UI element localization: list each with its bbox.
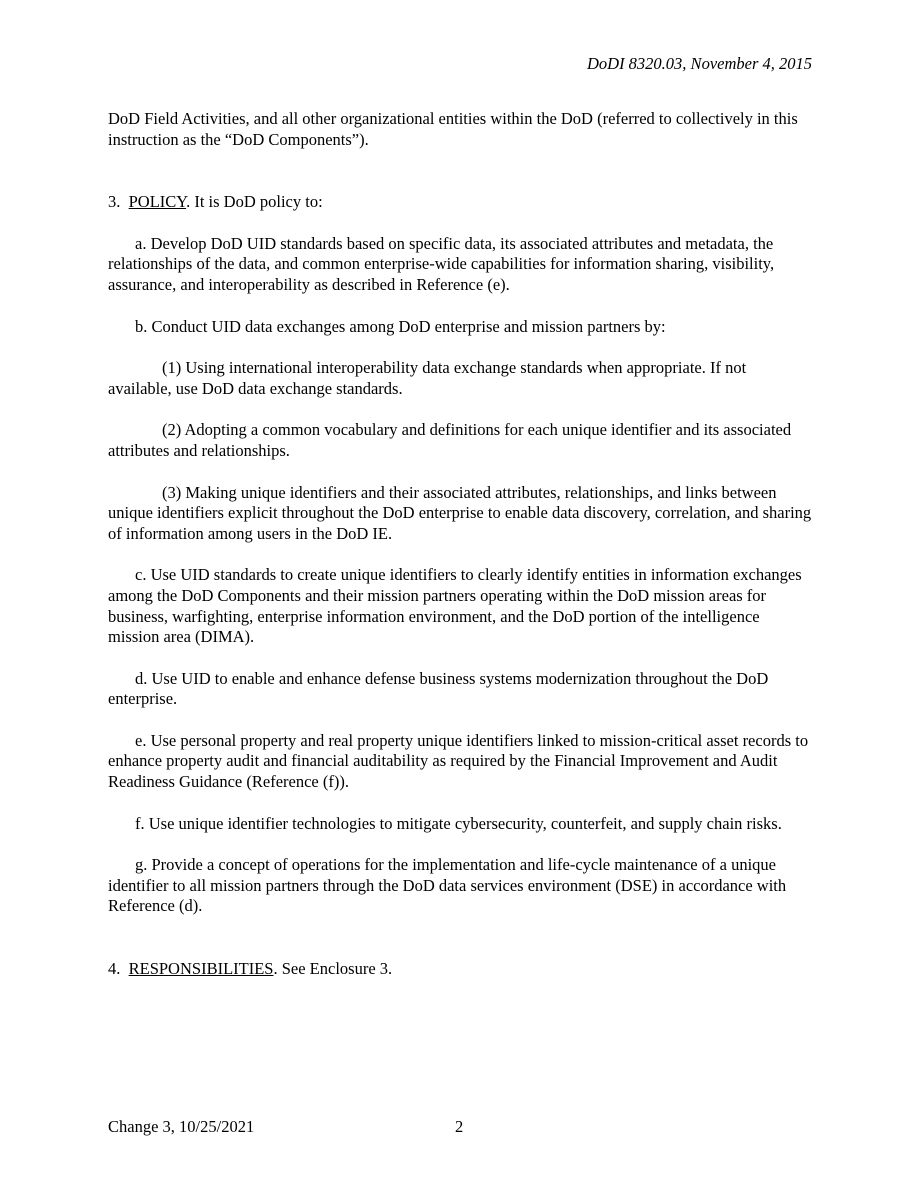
section-intro: . It is DoD policy to:: [186, 192, 323, 212]
section-number: 4.: [108, 959, 121, 979]
section-text: . See Enclosure 3.: [273, 959, 393, 979]
policy-subitem-1: (1) Using international interoperability data exchange standards when appropriate. If not available, use DoD data exchange standards.: [108, 358, 747, 398]
policy-subitem-2: (2) Adopting a common vocabulary and definitions for each unique identifier and its associated attributes and relationships.: [108, 420, 792, 460]
policy-item-g: g. Provide a concept of operations for the implementation and life-cycle maintenance of a unique identifier to all mission partners through the DoD data services environment (DSE) in accordance with Reference (d).: [108, 855, 787, 916]
footer-page-number: 2: [455, 1117, 464, 1136]
running-header: DoDI 8320.03, November 4, 2015: [586, 54, 812, 73]
section-title: RESPONSIBILITIES: [128, 959, 274, 979]
section-responsibilities-heading: [108, 959, 813, 980]
footer-change-note: Change 3, 10/25/2021: [108, 1117, 255, 1136]
policy-item-c: c. Use UID standards to create unique identifiers to clearly identify entities in information exchanges among the DoD Components and their mission partners operating within the DoD mission areas for business, warfighting, enterprise information environment, and the DoD portion of the intelligence mission area (DIMA).: [108, 565, 802, 647]
policy-subitem-3: (3) Making unique identifiers and their associated attributes, relationships, and links between unique identifiers explicit throughout the DoD enterprise to enable data discovery, correlation, and sharing of information among users in the DoD IE.: [108, 482, 812, 543]
section-title: POLICY: [128, 192, 187, 212]
section-policy-heading: [108, 192, 813, 213]
policy-item-e: e. Use personal property and real property unique identifiers linked to mission-critical asset records to enhance property audit and financial auditability as required by the Financial Improvement and Audit Readiness Guidance (Reference (f)).: [108, 730, 809, 792]
section-number: 3.: [108, 192, 121, 212]
policy-item-d: d. Use UID to enable and enhance defense business systems modernization throughout the DoD enterprise.: [108, 668, 769, 709]
policy-item-f: f. Use unique identifier technologies to mitigate cybersecurity, counterfeit, and supply chain risks.: [135, 813, 782, 833]
policy-item-b: b. Conduct UID data exchanges among DoD enterprise and mission partners by:: [135, 316, 666, 336]
continued-paragraph: DoD Field Activities, and all other organizational entities within the DoD (referred to collectively in this instruction as the “DoD Components”).: [108, 109, 798, 149]
policy-item-a: a. Develop DoD UID standards based on specific data, its associated attributes and metadata, the relationships of the data, and common enterprise-wide capabilities for information sharing, visibility, assurance, and interoperability as described in Reference (e).: [108, 233, 775, 294]
document-body: [108, 109, 813, 980]
